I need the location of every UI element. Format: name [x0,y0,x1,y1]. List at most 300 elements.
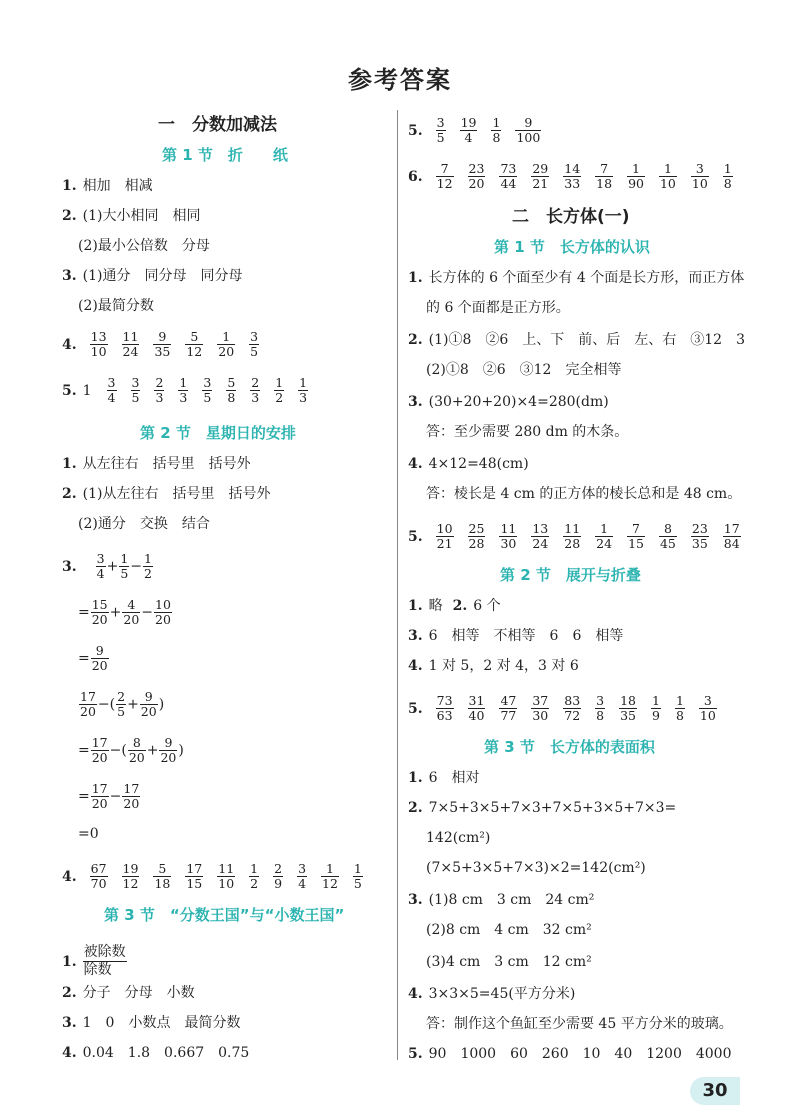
item-number: 4. [62,868,77,885]
answer-2-1-5 [408,522,748,551]
denominator: 4 [107,390,116,405]
fraction [122,330,140,359]
fraction [563,522,581,551]
numerator: 17 [80,689,96,704]
numerator: 23 [691,521,708,536]
denominator: 35 [691,536,708,551]
fraction [468,162,486,191]
item-number: 1. [62,178,77,194]
numerator: 4 [122,598,140,613]
page-title: 参考答案 [348,66,452,94]
item-number: 1. [62,456,77,472]
denominator: 20 [218,344,235,359]
fraction [468,522,486,551]
answer-text: 6 个 [473,598,501,614]
fraction [499,522,517,551]
denominator: 24 [596,536,613,551]
item-number: 2. [452,598,468,614]
expression [78,690,164,719]
fraction [627,522,645,551]
answer-text: 长方体的 6 个面至少有 4 个面是长方形，而正方体 [428,270,745,286]
answer-2-2-3 [408,626,623,646]
denominator: 3 [251,390,260,405]
fraction [185,330,203,359]
fraction [140,690,158,719]
answer-1-2-3-line4 [78,690,164,719]
numerator: 25 [468,521,485,536]
numerator: 1 [627,162,645,177]
item-number: 2. [408,332,423,348]
numerator: 1 [299,375,308,390]
denominator: 21 [436,536,453,551]
fraction [154,376,164,405]
item-number: 4. [408,986,423,1002]
numerator: 1 [250,861,259,876]
numerator: 9 [140,690,158,705]
item-number: 4. [408,658,423,674]
answer-1-2-3-line7: =0 [78,826,99,842]
answer-text: (1)8 cm 3 cm 24 cm² [428,892,595,908]
section-2-1-heading: 第 1 节 长方体的认识 [494,238,650,256]
denominator: 8 [723,176,732,191]
numerator: 1 [492,115,501,130]
numerator: 9 [515,116,541,131]
numerator: 3 [96,551,105,566]
fraction [691,522,709,551]
numerator: 67 [90,861,107,876]
numerator: 13 [90,329,107,344]
denominator: 5 [120,566,129,581]
denominator: 70 [90,876,107,891]
denominator: 10 [218,876,235,891]
fraction [659,522,677,551]
fraction [531,522,549,551]
item-number: 1. [408,598,423,614]
answer-2-3-1 [408,768,480,788]
denominator: 33 [564,176,581,191]
answer-2-1-2b: (2)①8 ②6 ③12 完全相等 [426,362,622,378]
denominator: 2 [275,390,284,405]
numerator: 9 [153,330,171,345]
denominator: 5 [250,344,259,359]
item-number: 4. [62,1045,77,1061]
denominator: 24 [122,344,139,359]
lead-value: 1 [82,382,92,399]
operator: − [130,558,142,575]
numerator: 5 [185,330,203,345]
fraction-list [429,694,724,723]
operator: + [146,742,159,759]
denominator: 20 [155,612,171,627]
fraction [83,944,127,979]
section-2-3-heading: 第 3 节 长方体的表面积 [484,738,655,756]
denominator: 20 [123,612,140,627]
column-divider [397,110,398,1060]
denominator: 3 [299,390,308,405]
fraction-list [429,162,740,191]
answer-text: (1)①8 ②6 上、下 前、后 左、右 ③12 3 [428,332,745,348]
chapter-2-heading: 二 长方体(一) [512,207,630,227]
fraction [122,598,140,627]
fraction [273,862,283,891]
denominator: 20 [128,750,145,765]
numerator: 1 [353,861,362,876]
numerator: 17 [723,521,740,536]
operator: − [141,604,154,621]
numerator: 10 [436,521,453,536]
numerator: 19 [122,861,139,876]
denominator: 20 [468,176,485,191]
fraction [436,116,446,145]
item-number: 3. [408,892,423,908]
numerator: 17 [91,781,108,796]
answer-1-3-3 [62,1013,240,1033]
fraction [651,694,661,723]
item-number: 6. [408,168,423,185]
numerator: 23 [468,161,485,176]
fraction [90,862,108,891]
numerator: 2 [274,861,283,876]
answer-1-2-1 [62,454,251,474]
fraction [153,862,171,891]
fraction [531,694,549,723]
numerator: 37 [532,693,549,708]
fraction [143,552,153,581]
fraction [436,522,454,551]
item-number: 2. [62,208,77,224]
item-number: 3. [62,268,77,284]
fraction [321,862,339,891]
numerator: 19 [460,115,477,130]
numerator: 1 [217,330,235,345]
numerator: 15 [91,597,108,612]
fraction [249,330,259,359]
answer-2-1-4a [408,454,529,474]
fraction [131,376,141,405]
fraction [91,782,109,811]
fraction [202,376,212,405]
numerator: 1 [675,693,684,708]
numerator: 1 [144,551,152,566]
denominator: 5 [203,390,212,405]
numerator: 3 [596,693,605,708]
item-number: 4. [408,456,423,472]
answer-text: (30+20+20)×4=280(dm) [428,394,609,410]
fraction [627,162,645,191]
denominator: 20 [91,796,108,811]
fraction-list [429,522,748,551]
fraction [153,330,171,359]
section-1-1-heading: 第 1 节 折 纸 [162,146,288,164]
denominator: 30 [532,708,549,723]
numerator: 1 [275,375,284,390]
denominator: 63 [436,708,453,723]
denominator: 9 [652,708,660,723]
answer-2-2-1-2 [408,596,501,616]
operator: ) [178,742,184,759]
denominator: 20 [91,750,108,765]
answer-text: 0.04 1.8 0.667 0.75 [82,1045,250,1061]
fraction [436,694,454,723]
numerator: 7 [595,162,613,177]
denominator: 2 [250,876,259,891]
numerator: 11 [122,329,139,344]
fraction [122,862,140,891]
numerator: 3 [298,861,307,876]
numerator: 73 [500,161,517,176]
denominator: 20 [80,704,96,719]
answer-text: (1)大小相同 相同 [82,208,201,224]
denominator: 15 [186,876,203,891]
answer-1-2-4 [62,862,370,891]
fraction [79,690,97,719]
item-number: 2. [62,486,77,502]
answer-text: 6 相等 不相等 6 6 相等 [428,628,624,644]
fraction [90,330,108,359]
fraction [595,162,613,191]
answer-1-1-3b: (2)最简分数 [78,298,154,314]
fraction [128,736,146,765]
numerator: 1 [659,162,677,177]
answer-2-1-1a [408,268,744,288]
denominator: 15 [628,536,644,551]
fraction-list [83,862,370,891]
numerator: 3 [250,329,259,344]
answer-1-1-1 [62,176,153,196]
item-number: 2. [408,800,423,816]
denominator: 8 [227,390,236,405]
numerator: 83 [564,693,581,708]
denominator: 12 [122,876,139,891]
numerator: 2 [251,375,260,390]
item-number: 1. [408,270,423,286]
numerator: 1 [652,693,660,708]
fraction [274,376,284,405]
fraction [297,862,307,891]
denominator: 10 [691,176,708,191]
answer-2-3-3a [408,890,594,910]
numerator: 3 [203,375,212,390]
numerator: 17 [186,861,203,876]
denominator: 28 [564,536,581,551]
operator: − [109,788,122,805]
answer-1-1-4 [62,330,266,359]
answer-1-top-6 [408,162,740,191]
denominator: 45 [659,536,676,551]
answer-1-2-3-line3 [78,644,110,673]
denominator: 10 [699,708,716,723]
fraction [96,552,106,581]
numerator: 被除数 [83,944,126,960]
fraction [91,644,109,673]
fraction [91,736,109,765]
answer-1-2-2a [62,484,270,504]
fraction-list [83,330,266,359]
fraction [436,162,454,191]
denominator: 5 [131,390,140,405]
denominator: 12 [322,876,338,891]
numerator: 3 [436,115,445,130]
fraction [675,694,685,723]
numerator: 29 [532,161,549,176]
fraction [595,694,605,723]
fraction [159,736,177,765]
denominator: 8 [492,130,501,145]
fraction [353,862,363,891]
denominator: 3 [155,390,164,405]
numerator: 7 [627,522,645,537]
fraction [499,162,517,191]
answer-1-1-5 [62,376,315,405]
item-number: 5. [408,1046,423,1062]
denominator: 20 [140,704,157,719]
fraction [217,330,235,359]
denominator: 28 [468,536,485,551]
answer-text: 从左往右 括号里 括号外 [82,456,251,472]
answer-2-1-1b: 的 6 个面都是正方形。 [426,300,570,316]
fraction [563,694,581,723]
denominator: 4 [464,130,473,145]
denominator: 3 [179,390,188,405]
numerator: 10 [155,597,171,612]
answer-text: 略 [428,598,443,614]
numerator: 11 [500,521,517,536]
answer-1-2-3-line2 [78,598,173,627]
denominator: 40 [468,708,485,723]
answer-text: 1 0 小数点 最简分数 [82,1015,241,1031]
expression [95,552,154,581]
denominator: 21 [532,176,549,191]
numerator: 1 [120,551,129,566]
numerator: 7 [436,162,454,177]
operator: = [78,788,90,805]
fraction [491,116,501,145]
operator: = [78,650,90,667]
numerator: 1 [179,375,188,390]
denominator: 9 [274,876,283,891]
item-number: 5. [62,382,77,399]
answer-1-2-3-line6 [78,782,141,811]
answer-2-3-3c: (3)4 cm 3 cm 12 cm² [426,954,592,970]
denominator: 44 [500,176,517,191]
fraction [226,376,236,405]
answer-2-1-3a [408,392,609,412]
denominator: 4 [298,876,307,891]
answer-text: (1)通分 同分母 同分母 [82,268,243,284]
answer-1-1-3a [62,266,242,286]
fraction [217,862,235,891]
item-number: 3. [408,628,423,644]
answer-1-2-2b: (2)通分 交换 结合 [78,516,210,532]
fraction [499,694,517,723]
expression [78,782,141,811]
section-1-3-heading: 第 3 节 “分数王国”与“小数王国” [104,906,345,924]
denominator: 77 [500,708,517,723]
denominator: 20 [123,796,140,811]
numerator: 3 [699,694,717,709]
item-number: 5. [408,700,423,717]
answer-text: 90 1000 60 260 10 40 1200 4000 [428,1046,732,1062]
answer-2-3-3b: (2)8 cm 4 cm 32 cm² [426,922,592,938]
answer-text: (1)从左往右 括号里 括号外 [82,486,271,502]
operator: = [78,742,90,759]
denominator: 10 [659,176,676,191]
section-2-2-heading: 第 2 节 展开与折叠 [500,566,641,584]
answer-2-3-5 [408,1044,732,1064]
numerator: 2 [155,375,164,390]
fraction [107,376,117,405]
numerator: 11 [564,521,581,536]
fraction [178,376,188,405]
numerator: 5 [227,375,236,390]
fraction [691,162,709,191]
numerator: 3 [691,162,709,177]
fraction [723,522,741,551]
operator: + [127,696,139,713]
numerator: 31 [468,693,485,708]
answer-text: 相加 相减 [82,178,153,194]
numerator: 1 [595,522,613,537]
numerator: 5 [153,862,171,877]
denominator: 20 [160,750,177,765]
numerator: 3 [131,375,140,390]
denominator: 12 [436,176,453,191]
answer-1-top-5 [408,116,548,145]
expression [78,644,110,673]
numerator: 13 [532,521,549,536]
fraction-list [100,376,316,405]
fraction [91,598,109,627]
fraction [563,162,581,191]
denominator: 12 [186,344,203,359]
fraction [595,522,613,551]
item-number: 3. [62,558,77,575]
chapter-1-heading: 一 分数加减法 [158,115,277,135]
page-number: 30 [690,1077,740,1105]
answer-2-3-4b: 答：制作这个鱼缸至少需要 45 平方分米的玻璃。 [426,1016,733,1032]
numerator: 11 [218,861,235,876]
answer-1-3-2 [62,983,195,1003]
denominator: 90 [628,176,644,191]
numerator: 1 [321,862,339,877]
answer-text: 4×12=48(cm) [428,456,529,472]
item-number: 3. [62,1015,77,1031]
fraction [122,782,140,811]
numerator: 8 [128,736,146,751]
denominator: 72 [564,708,581,723]
fraction-list [429,116,549,145]
fraction [659,162,677,191]
denominator: 5 [117,704,126,719]
answer-1-3-4 [62,1043,249,1063]
answer-text: 3×3×5=45(平方分米) [428,986,576,1002]
operator: ) [158,696,165,713]
numerator: 9 [91,644,109,659]
denominator: 20 [91,612,108,627]
answer-text: 分子 分母 小数 [82,985,195,1001]
denominator: 10 [90,344,107,359]
answer-1-1-2a [62,206,200,226]
operator: + [109,604,122,621]
fraction [723,162,733,191]
fraction [619,694,637,723]
item-number: 3. [408,394,423,410]
fraction [116,690,126,719]
denominator: 18 [596,176,613,191]
denominator: 4 [96,566,105,581]
fraction [185,862,203,891]
fraction [515,116,541,145]
